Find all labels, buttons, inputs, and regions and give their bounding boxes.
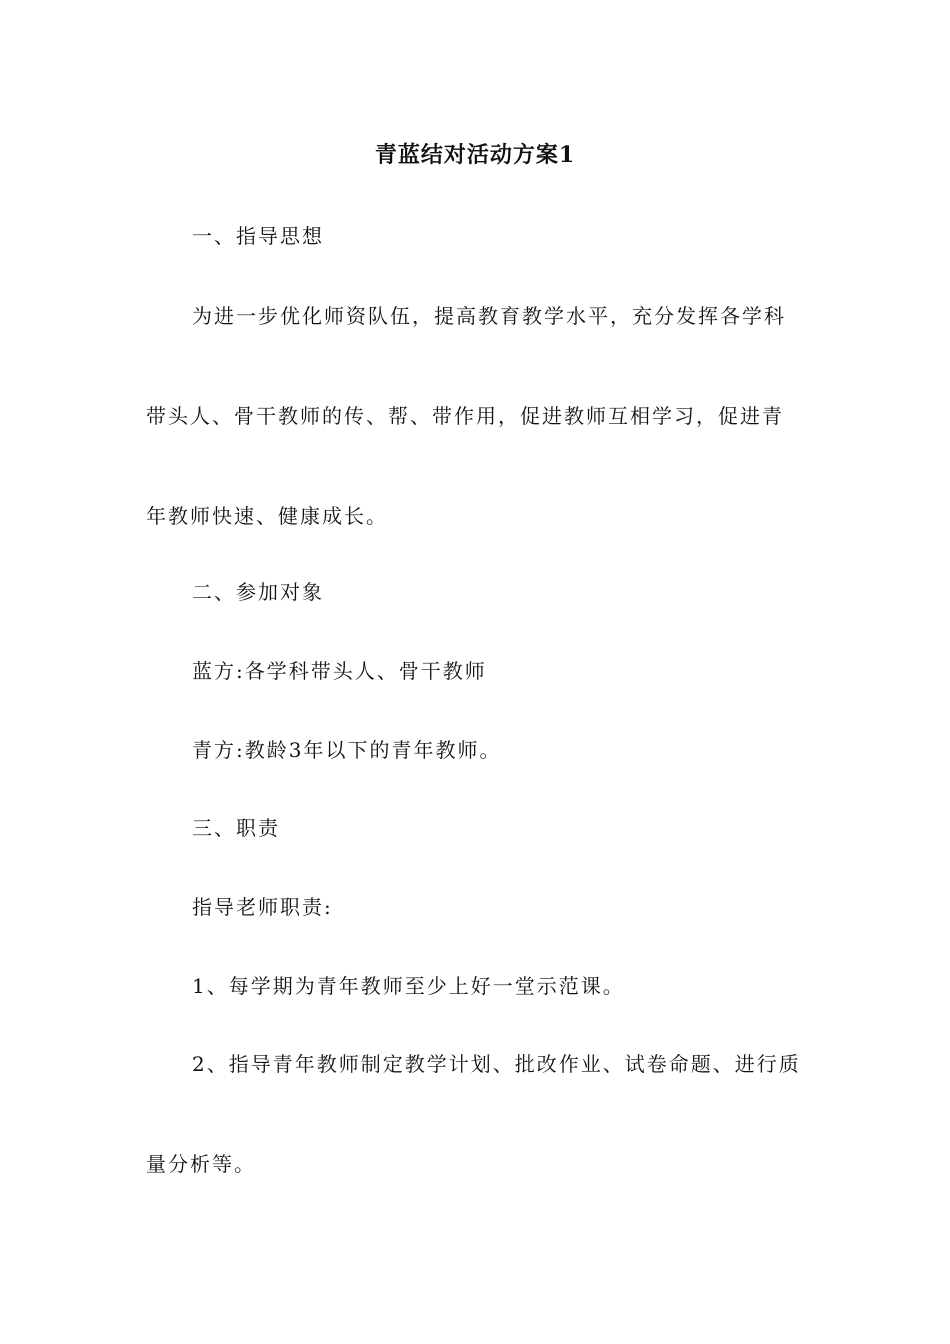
list-item: 2、指导青年教师制定教学计划、批改作业、试卷命题、进行质 <box>192 1052 801 1076</box>
section-heading-guiding-ideology: 一、指导思想 <box>192 224 324 248</box>
paragraph-line: 年教师快速、健康成长。 <box>146 504 388 528</box>
section-heading-participants: 二、参加对象 <box>192 580 324 604</box>
document-title: 青蓝结对活动方案1 <box>374 142 576 168</box>
paragraph-line: 为进一步优化师资队伍，提高教育教学水平，充分发挥各学科 <box>192 304 786 328</box>
section-heading-duties: 三、职责 <box>192 816 280 840</box>
paragraph-line: 量分析等。 <box>146 1152 256 1176</box>
paragraph-line: 蓝方:各学科带头人、骨干教师 <box>192 659 487 683</box>
paragraph-line: 指导老师职责: <box>192 895 333 919</box>
paragraph-line: 青方:教龄3年以下的青年教师。 <box>192 738 502 762</box>
paragraph-line: 带头人、骨干教师的传、帮、带作用，促进教师互相学习，促进青 <box>146 404 784 428</box>
list-item: 1、每学期为青年教师至少上好一堂示范课。 <box>192 974 625 998</box>
